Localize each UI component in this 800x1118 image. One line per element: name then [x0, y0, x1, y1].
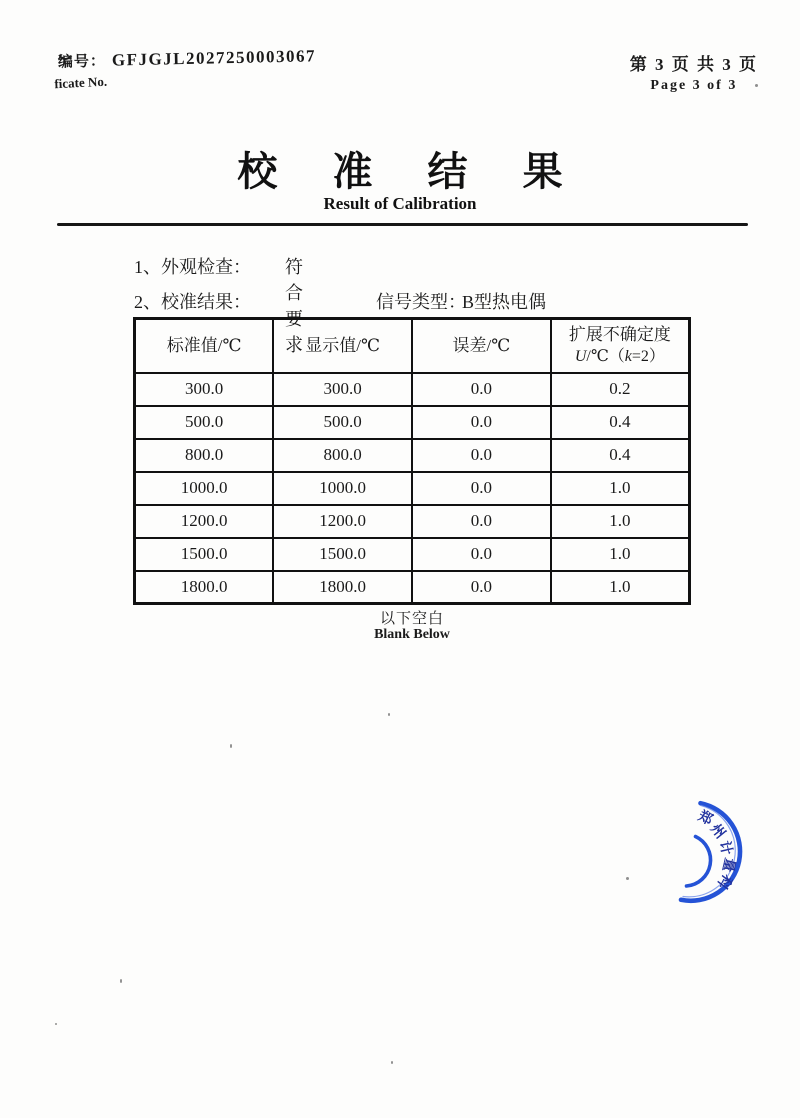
table-cell: 1000.0 — [135, 472, 274, 505]
table-cell: 1200.0 — [273, 505, 412, 538]
scan-speck — [388, 713, 390, 716]
table-cell: 300.0 — [273, 373, 412, 406]
header-standard-value: 标准值/℃ — [135, 319, 274, 373]
certificate-number-value: GFJGJL2027250003067 — [111, 46, 317, 70]
page-number-cn: 第 3 页 共 3 页 — [629, 55, 758, 74]
seal-char: 量 — [720, 856, 739, 874]
table-cell: 800.0 — [273, 439, 412, 472]
certificate-number-label-en: ficate No. — [53, 73, 108, 92]
table-cell: 0.0 — [412, 472, 551, 505]
scan-speck — [55, 1023, 57, 1025]
item-calibration-label: 2、校准结果： — [134, 292, 251, 312]
table-row — [135, 439, 690, 472]
table-cell: 500.0 — [273, 406, 412, 439]
table-cell: 0.0 — [412, 505, 551, 538]
scan-speck — [391, 1061, 393, 1064]
table-cell: 0.4 — [551, 439, 690, 472]
table-cell: 500.0 — [135, 406, 274, 439]
signal-type-label: 信号类型： — [376, 292, 466, 312]
seal-inner-arc — [687, 837, 711, 887]
title-divider-rule — [57, 223, 748, 226]
page-number-block — [630, 50, 758, 94]
table-header-row — [135, 319, 690, 373]
table-cell: 0.0 — [412, 571, 551, 604]
table-cell: 1800.0 — [273, 571, 412, 604]
seal-char: 计 — [717, 839, 736, 857]
certificate-number-block — [53, 45, 317, 92]
blank-below-cn: 以下空白 — [379, 611, 444, 627]
table-row — [135, 406, 690, 439]
table-row — [135, 472, 690, 505]
calibration-results-table — [133, 317, 691, 605]
table-cell: 1500.0 — [273, 538, 412, 571]
table-cell: 0.0 — [412, 538, 551, 571]
seal-char: 科 — [714, 871, 736, 893]
table-cell: 1200.0 — [135, 505, 274, 538]
table-cell: 0.0 — [412, 373, 551, 406]
scan-speck — [230, 744, 232, 748]
header-display-value: 显示值/℃ — [273, 319, 412, 373]
table-row — [135, 538, 690, 571]
table-cell: 1.0 — [551, 472, 690, 505]
table-cell: 1500.0 — [135, 538, 274, 571]
scan-speck — [626, 877, 629, 880]
scan-speck — [120, 979, 122, 983]
seal-char: 郑 — [695, 807, 716, 828]
table-cell: 300.0 — [135, 373, 274, 406]
header-expanded-uncertainty: 扩展不确定度 U/℃（k=2） — [551, 319, 690, 373]
item-appearance-value: 符合要求 — [285, 257, 303, 355]
table-cell: 1.0 — [551, 571, 690, 604]
page-title-cn: 校 准 结 果 — [237, 150, 585, 194]
table-cell: 0.0 — [412, 439, 551, 472]
table-cell: 0.2 — [551, 373, 690, 406]
page-title-en: Result of Calibration — [323, 194, 477, 213]
item-appearance-label: 1、外观检查： — [134, 257, 251, 277]
table-cell: 1.0 — [551, 505, 690, 538]
scan-speck — [755, 84, 758, 87]
blank-below-en: Blank Below — [374, 627, 450, 642]
table-cell: 0.4 — [551, 406, 690, 439]
page-number-en: Page 3 of 3 — [650, 78, 738, 93]
table-row — [135, 505, 690, 538]
table-cell: 1000.0 — [273, 472, 412, 505]
signal-type-value: B型热电偶 — [462, 292, 547, 312]
table-row — [135, 571, 690, 604]
seal-char: 州 — [707, 820, 730, 842]
table-cell: 0.0 — [412, 406, 551, 439]
table-row — [135, 373, 690, 406]
table-cell: 1.0 — [551, 538, 690, 571]
header-error: 误差/℃ — [412, 319, 551, 373]
certificate-number-label-cn: 编号： — [57, 53, 107, 71]
table-cell: 800.0 — [135, 439, 274, 472]
official-seal-stamp — [615, 775, 800, 935]
table-cell: 1800.0 — [135, 571, 274, 604]
item-calibration-result — [134, 288, 547, 314]
